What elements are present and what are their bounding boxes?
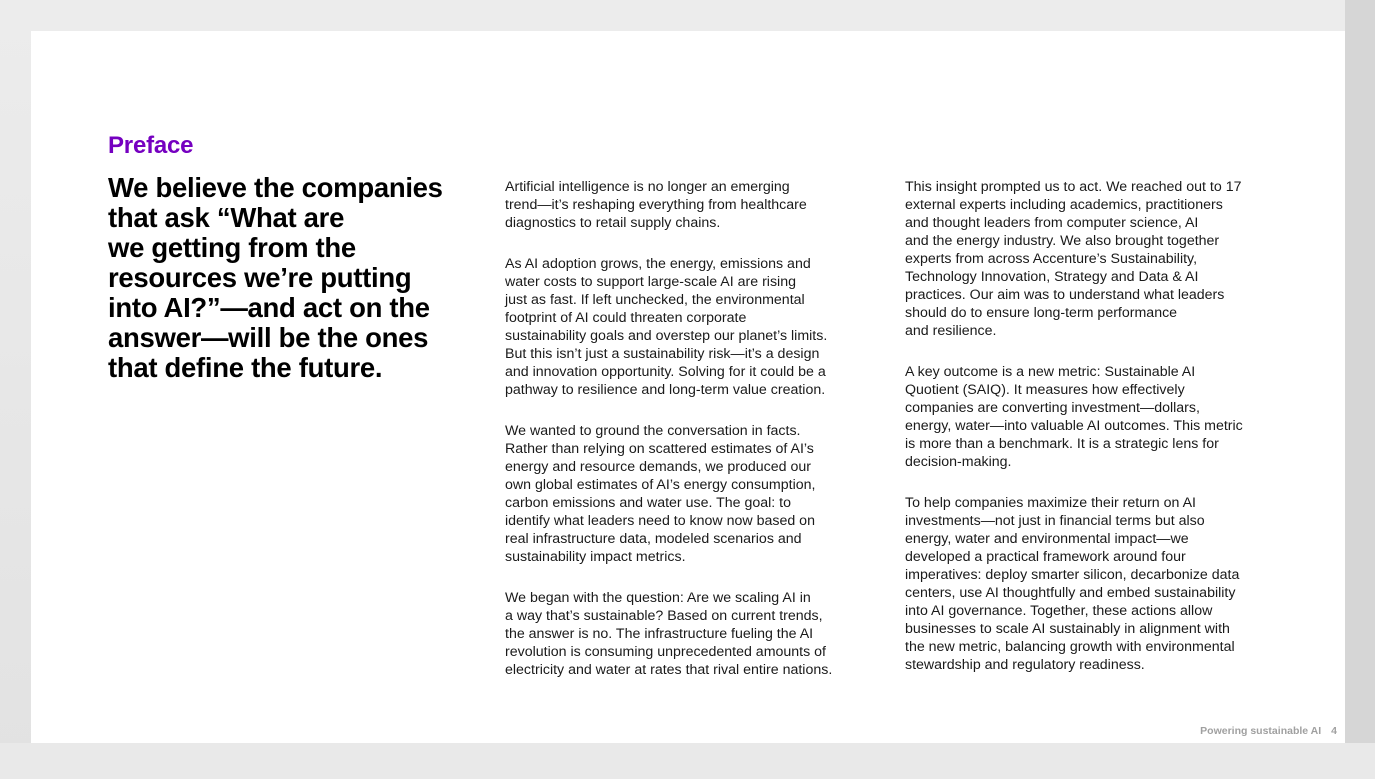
text-line: pathway to resilience and long-term value creation.	[505, 382, 826, 398]
text-line: should do to ensure long-term performance	[905, 305, 1178, 321]
text-line: businesses to scale AI sustainably in alignment with	[905, 621, 1230, 637]
document-page	[31, 31, 1345, 743]
body-column-right	[905, 178, 1285, 697]
text-line: into AI governance. Together, these actions allow	[905, 603, 1213, 619]
headline-line: answer—will be the ones	[108, 322, 429, 353]
text-line: water costs to support large-scale AI are rising	[505, 274, 796, 290]
headline-line: We believe the companies	[108, 172, 443, 203]
viewer-bottom-gutter	[0, 743, 1375, 779]
text-line: To help companies maximize their return on AI	[905, 495, 1196, 511]
text-line: companies are converting investment—dollars,	[905, 400, 1200, 416]
body-paragraph	[905, 178, 1285, 340]
body-column-left	[505, 178, 880, 702]
text-line: energy and resource demands, we produced our	[505, 459, 812, 475]
page-headline	[108, 173, 488, 383]
text-line: But this isn’t just a sustainability risk—it’s a design	[505, 346, 820, 362]
text-line: Artificial intelligence is no longer an emerging	[505, 179, 790, 195]
text-line: decision-making.	[905, 454, 1012, 470]
section-eyebrow: Preface	[108, 132, 194, 159]
headline-line: resources we’re putting	[108, 262, 412, 293]
text-line: just as fast. If left unchecked, the environmental	[505, 292, 805, 308]
text-line: A key outcome is a new metric: Sustainable AI	[905, 364, 1196, 380]
text-line: trend—it’s reshaping everything from healthcare	[505, 197, 807, 213]
text-line: footprint of AI could threaten corporate	[505, 310, 747, 326]
headline-line: we getting from the	[108, 232, 356, 263]
text-line: electricity and water at rates that rival entire nations.	[505, 662, 833, 678]
text-line: the answer is no. The infrastructure fueling the AI	[505, 626, 814, 642]
body-paragraph	[505, 178, 880, 232]
text-line: sustainability goals and overstep our planet’s limits.	[505, 328, 828, 344]
headline-line: into AI?”—and act on the	[108, 292, 430, 323]
text-line: and thought leaders from computer science, AI	[905, 215, 1199, 231]
page-number: 4	[1331, 725, 1337, 737]
text-line: and resilience.	[905, 323, 997, 339]
text-line: centers, use AI thoughtfully and embed sustainability	[905, 585, 1236, 601]
text-line: real infrastructure data, modeled scenarios and	[505, 531, 802, 547]
text-line: identify what leaders need to know now based on	[505, 513, 815, 529]
text-line: own global estimates of AI’s energy consumption,	[505, 477, 816, 493]
text-line: energy, water—into valuable AI outcomes. This metric	[905, 418, 1243, 434]
text-line: We began with the question: Are we scaling AI in	[505, 590, 811, 606]
body-paragraph	[905, 494, 1285, 674]
page-footer	[1131, 725, 1337, 737]
text-line: a way that’s sustainable? Based on current trends,	[505, 608, 823, 624]
text-line: Technology Innovation, Strategy and Data & AI	[905, 269, 1199, 285]
text-line: carbon emissions and water use. The goal: to	[505, 495, 792, 511]
text-line: practices. Our aim was to understand what leaders	[905, 287, 1225, 303]
text-line: We wanted to ground the conversation in facts.	[505, 423, 801, 439]
text-line: external experts including academics, practitioners	[905, 197, 1223, 213]
text-line: experts from across Accenture’s Sustainability,	[905, 251, 1198, 267]
text-line: and innovation opportunity. Solving for it could be a	[505, 364, 826, 380]
text-line: diagnostics to retail supply chains.	[505, 215, 721, 231]
headline-line: that define the future.	[108, 352, 383, 383]
viewer-right-gutter	[1345, 0, 1375, 779]
text-line: revolution is consuming unprecedented amounts of	[505, 644, 826, 660]
body-paragraph	[505, 589, 880, 679]
footer-report-title: Powering sustainable AI	[1200, 725, 1322, 737]
text-line: Quotient (SAIQ). It measures how effectively	[905, 382, 1185, 398]
body-paragraph	[505, 255, 880, 399]
headline-line: that ask “What are	[108, 202, 345, 233]
text-line: imperatives: deploy smarter silicon, decarbonize data	[905, 567, 1240, 583]
text-line: and the energy industry. We also brought together	[905, 233, 1220, 249]
text-line: As AI adoption grows, the energy, emissions and	[505, 256, 811, 272]
text-line: the new metric, balancing growth with environmental	[905, 639, 1235, 655]
text-line: investments—not just in financial terms but also	[905, 513, 1205, 529]
body-paragraph	[905, 363, 1285, 471]
text-line: developed a practical framework around four	[905, 549, 1186, 565]
text-line: is more than a benchmark. It is a strategic lens for	[905, 436, 1219, 452]
text-line: sustainability impact metrics.	[505, 549, 686, 565]
text-line: This insight prompted us to act. We reached out to 17	[905, 179, 1242, 195]
body-paragraph	[505, 422, 880, 566]
text-line: stewardship and regulatory readiness.	[905, 657, 1145, 673]
text-line: Rather than relying on scattered estimates of AI’s	[505, 441, 814, 457]
text-line: energy, water and environmental impact—we	[905, 531, 1189, 547]
